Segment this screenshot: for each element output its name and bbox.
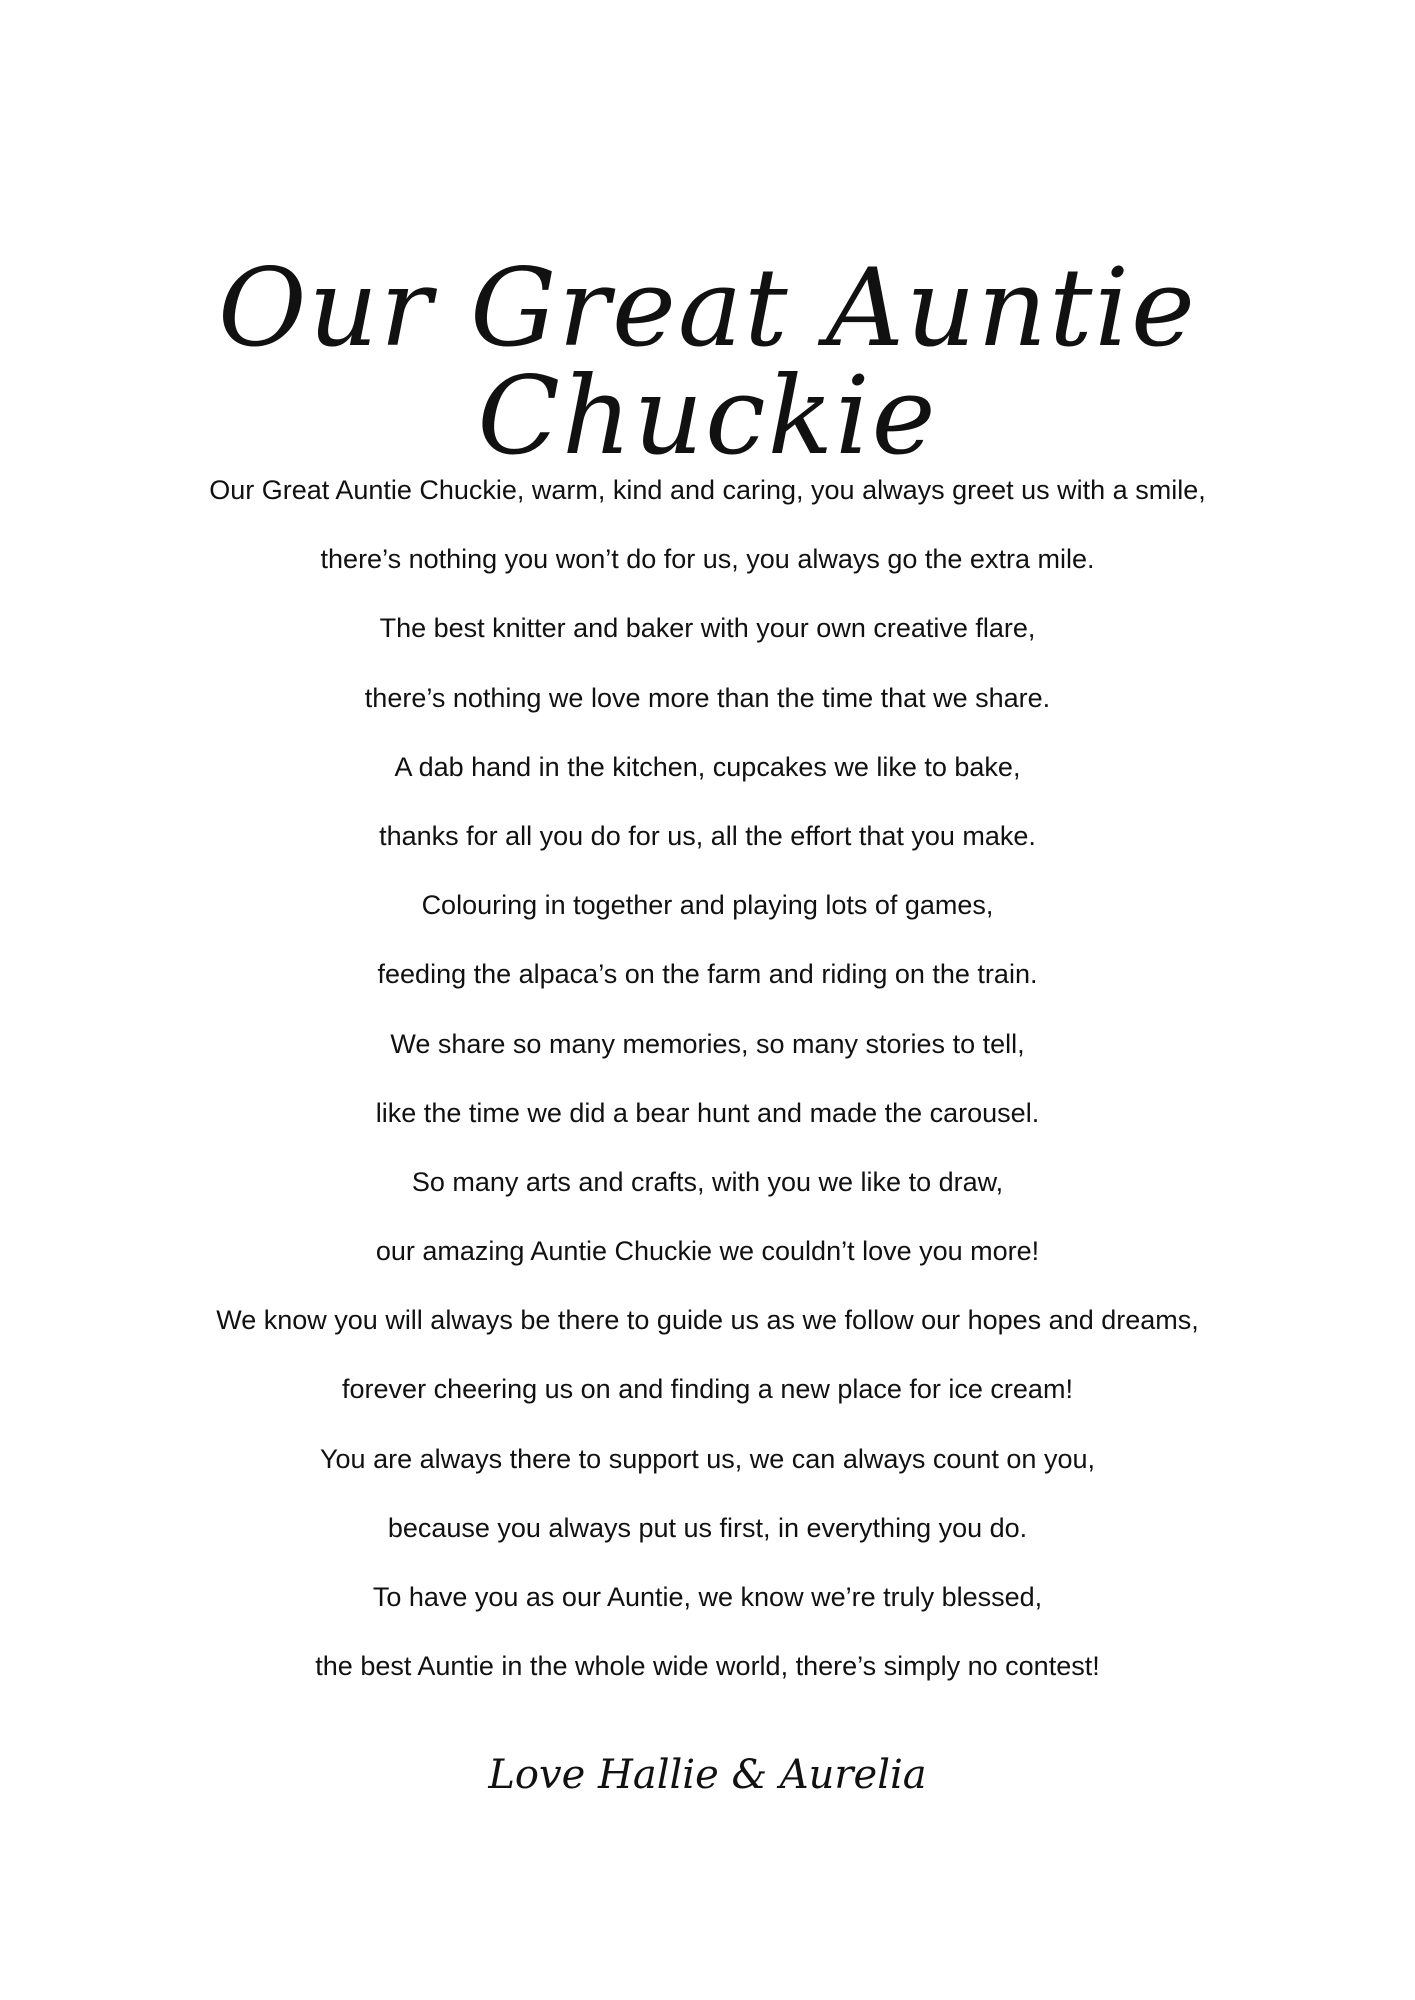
poem-line: The best knitter and baker with your own creative flare,: [379, 613, 1036, 644]
poem-line: because you always put us first, in everything you do.: [387, 1512, 1028, 1543]
poem-line: We share so many memories, so many stories to tell,: [390, 1028, 1025, 1059]
poem-line: Colouring in together and playing lots of games,: [421, 890, 994, 921]
signature: Love Hallie & Aurelia: [488, 1752, 927, 1798]
poem-line: there’s nothing we love more than the time that we share.: [364, 682, 1051, 713]
poem-line: Our Great Auntie Chuckie, warm, kind and caring, you always greet us with a smile,: [209, 475, 1206, 505]
poem-line: the best Auntie in the whole wide world, there’s simply no contest!: [315, 1651, 1100, 1682]
poem-line: thanks for all you do for us, all the effort that you make.: [379, 820, 1036, 851]
poem-line: like the time we did a bear hunt and made the carousel.: [375, 1097, 1040, 1128]
poem-body: [0, 470, 1415, 1715]
poem-line: You are always there to support us, we can always count on you,: [320, 1443, 1095, 1474]
poem-line: forever cheering us on and finding a new place for ice cream!: [342, 1374, 1073, 1405]
poem-line: feeding the alpaca’s on the farm and riding on the train.: [377, 959, 1038, 990]
poem-title: Our Great Auntie Chuckie: [218, 246, 1197, 479]
poem-line: So many arts and crafts, with you we like to draw,: [411, 1166, 1004, 1197]
poem-line: To have you as our Auntie, we know we’re truly blessed,: [372, 1582, 1043, 1612]
poem-line: our amazing Auntie Chuckie we couldn’t love you more!: [375, 1236, 1040, 1267]
poem-line: We know you will always be there to guide us as we follow our hopes and dreams,: [216, 1305, 1199, 1336]
poem-line: A dab hand in the kitchen, cupcakes we like to bake,: [394, 751, 1021, 782]
poem-line: there’s nothing you won’t do for us, you always go the extra mile.: [320, 544, 1095, 575]
